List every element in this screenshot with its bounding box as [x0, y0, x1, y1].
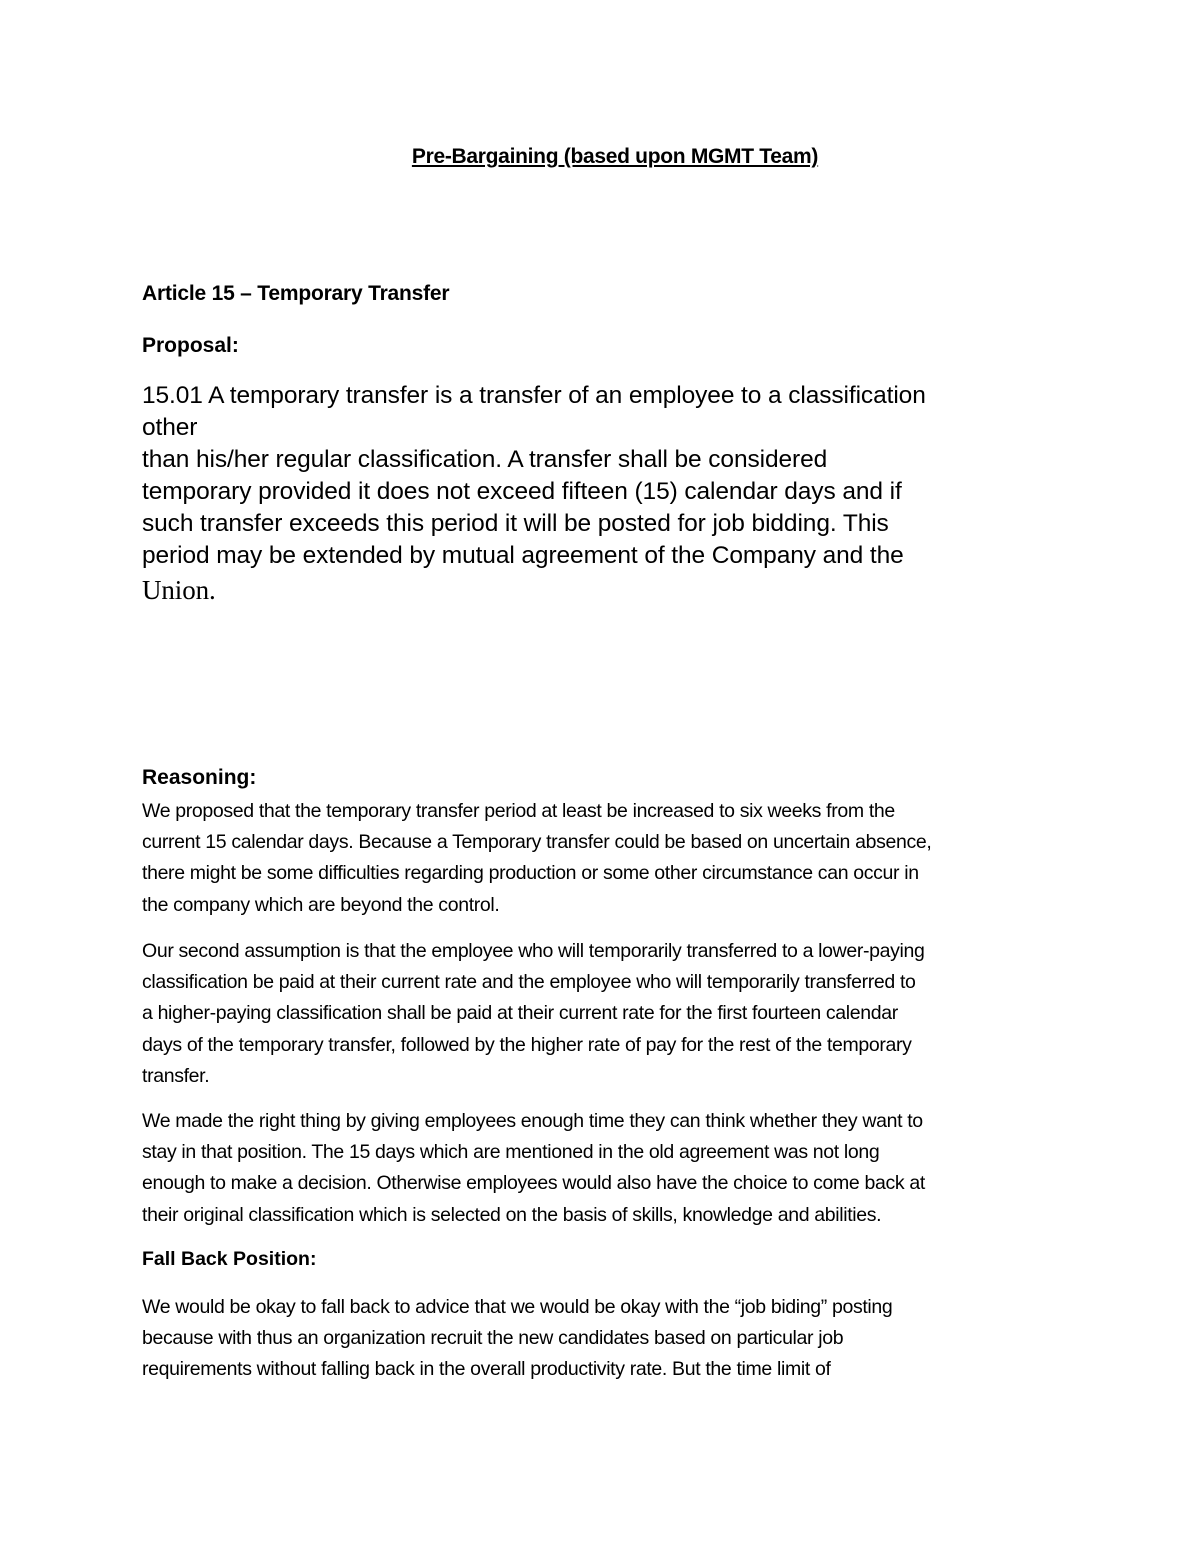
document-title: Pre-Bargaining (based upon MGMT Team): [411, 145, 819, 168]
paragraph-line: We would be okay to fall back to advice that we would be okay with the “job biding” posting: [142, 1296, 893, 1318]
paragraph-line: enough to make a decision. Otherwise employees would also have the choice to come back at: [142, 1172, 925, 1195]
proposal-line: temporary provided it does not exceed fifteen (15) calendar days and if: [142, 478, 902, 505]
paragraph-line: stay in that position. The 15 days which are mentioned in the old agreement was not long: [142, 1141, 880, 1164]
paragraph-line: transfer.: [142, 1064, 210, 1087]
paragraph-line: there might be some difficulties regarding production or some other circumstance can occur in: [142, 862, 919, 885]
proposal-line: 15.01 A temporary transfer is a transfer of an employee to a classification: [142, 382, 926, 409]
paragraph-line: a higher-paying classification shall be paid at their current rate for the first fourteen calendar: [142, 1002, 898, 1025]
paragraph-line: because with thus an organization recruit the new candidates based on particular job: [142, 1327, 844, 1350]
fallback-paragraph: [142, 1292, 1062, 1386]
paragraph-line: current 15 calendar days. Because a Temporary transfer could be based on uncertain absence,: [142, 831, 932, 854]
article-heading: Article 15 – Temporary Transfer: [142, 282, 450, 305]
paragraph-line: We proposed that the temporary transfer period at least be increased to six weeks from the: [142, 800, 895, 822]
paragraph-line: classification be paid at their current rate and the employee who will temporarily transferred to: [142, 971, 916, 994]
proposal-line: such transfer exceeds this period it will be posted for job bidding. This: [142, 510, 889, 537]
reasoning-paragraph-3: [142, 1106, 1062, 1231]
proposal-line: than his/her regular classification. A transfer shall be considered: [142, 446, 828, 473]
proposal-text: [142, 380, 1042, 606]
proposal-line: period may be extended by mutual agreement of the Company and the: [142, 542, 904, 569]
proposal-line: other: [142, 414, 198, 441]
paragraph-line: their original classification which is selected on the basis of skills, knowledge and abilities.: [142, 1203, 882, 1226]
proposal-line: Union.: [142, 575, 216, 605]
reasoning-label: Reasoning:: [142, 766, 257, 789]
paragraph-line: Our second assumption is that the employee who will temporarily transferred to a lower-paying: [142, 940, 925, 962]
reasoning-paragraph-2: [142, 936, 1062, 1092]
paragraph-line: We made the right thing by giving employees enough time they can think whether they want to: [142, 1110, 923, 1132]
paragraph-line: requirements without falling back in the overall productivity rate. But the time limit of: [142, 1358, 831, 1381]
proposal-label: Proposal:: [142, 334, 239, 357]
paragraph-line: days of the temporary transfer, followed by the higher rate of pay for the rest of the temporary: [142, 1033, 912, 1056]
reasoning-paragraph-1: [142, 796, 1062, 921]
fallback-label: Fall Back Position:: [142, 1248, 317, 1270]
paragraph-line: the company which are beyond the control.: [142, 893, 500, 916]
